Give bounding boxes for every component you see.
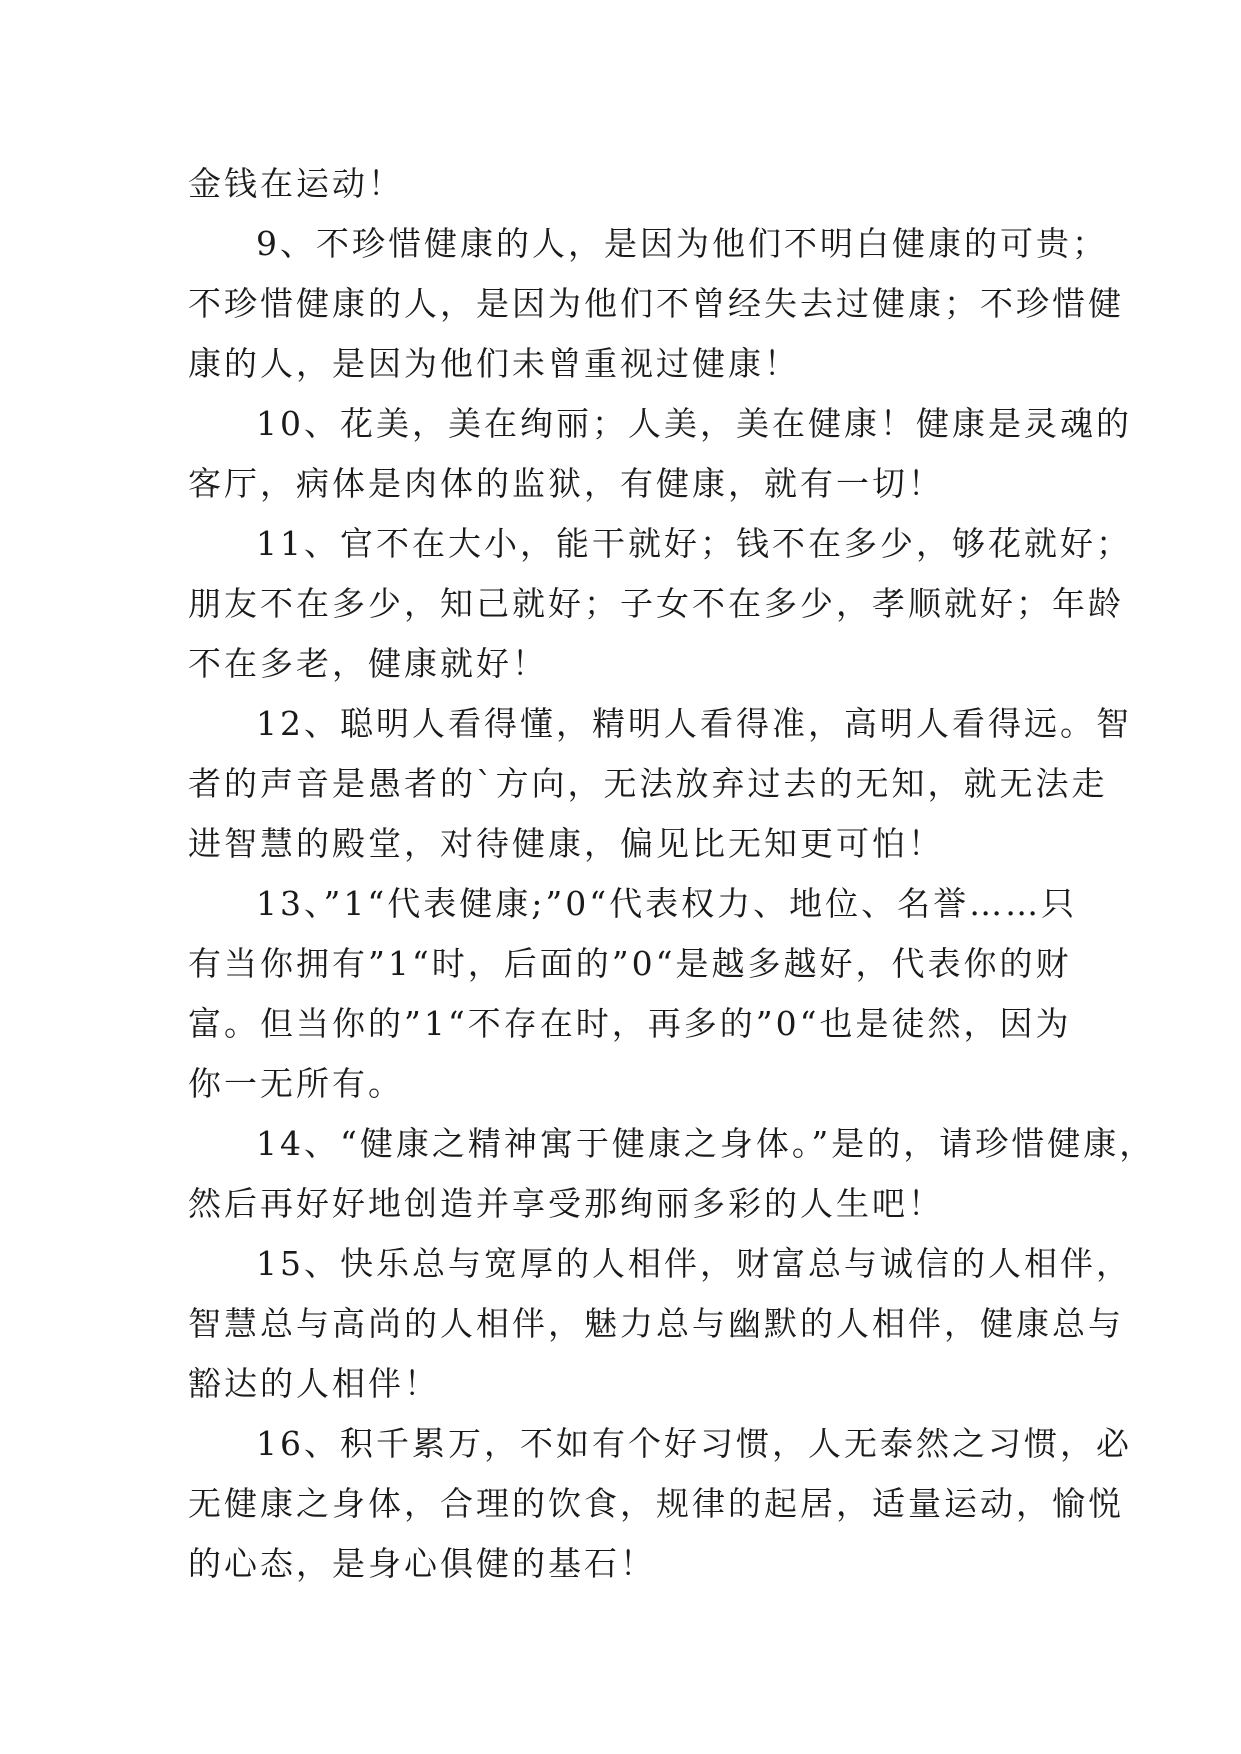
text-line: 你一无所有。 xyxy=(188,1064,404,1103)
text-line: 进智慧的殿堂，对待健康，偏见比无知更可怕！ xyxy=(188,824,944,863)
text-line: 然后再好好地创造并享受那绚丽多彩的人生吧！ xyxy=(188,1184,944,1223)
text-line: 12、聪明人看得懂，精明人看得准，高明人看得远。智 xyxy=(256,704,1132,743)
text-line: 者的声音是愚者的`方向，无法放弃过去的无知，就无法走 xyxy=(188,764,1108,803)
text-line: 无健康之身体，合理的饮食，规律的起居，适量运动，愉悦 xyxy=(188,1484,1124,1523)
text-line: 16、积千累万，不如有个好习惯，人无泰然之习惯，必 xyxy=(256,1424,1132,1463)
text-line: 11、官不在大小，能干就好；钱不在多少，够花就好； xyxy=(256,524,1132,563)
text-line: 豁达的人相伴！ xyxy=(188,1364,440,1403)
text-line: 富。但当你的”1“不存在时，再多的”0“也是徒然，因为 xyxy=(188,1004,1072,1043)
text-line: 朋友不在多少，知己就好；子女不在多少，孝顺就好；年龄 xyxy=(188,584,1124,623)
text-line: 有当你拥有”1“时，后面的”0“是越多越好，代表你的财 xyxy=(188,944,1072,983)
text-line: 15、快乐总与宽厚的人相伴，财富总与诚信的人相伴， xyxy=(256,1244,1132,1283)
text-line: 13、”1“代表健康;”0“代表权力、地位、名誉……只 xyxy=(256,884,1078,923)
text-line: 不在多老，健康就好！ xyxy=(188,644,548,683)
document-body xyxy=(188,154,1156,1594)
text-line: 金钱在运动！ xyxy=(188,164,404,203)
text-line: 康的人，是因为他们未曾重视过健康！ xyxy=(188,344,800,383)
text-line: 不珍惜健康的人，是因为他们不曾经失去过健康；不珍惜健 xyxy=(188,284,1124,323)
text-line: 9、不珍惜健康的人，是因为他们不明白健康的可贵； xyxy=(256,224,1108,263)
text-line: 14、“健康之精神寓于健康之身体。”是的，请珍惜健康， xyxy=(256,1124,1156,1163)
text-line: 智慧总与高尚的人相伴，魅力总与幽默的人相伴，健康总与 xyxy=(188,1304,1124,1343)
text-line: 客厅，病体是肉体的监狱，有健康，就有一切！ xyxy=(188,464,944,503)
text-line: 的心态，是身心俱健的基石！ xyxy=(188,1544,656,1583)
text-line: 10、花美，美在绚丽；人美，美在健康！健康是灵魂的 xyxy=(256,404,1132,443)
